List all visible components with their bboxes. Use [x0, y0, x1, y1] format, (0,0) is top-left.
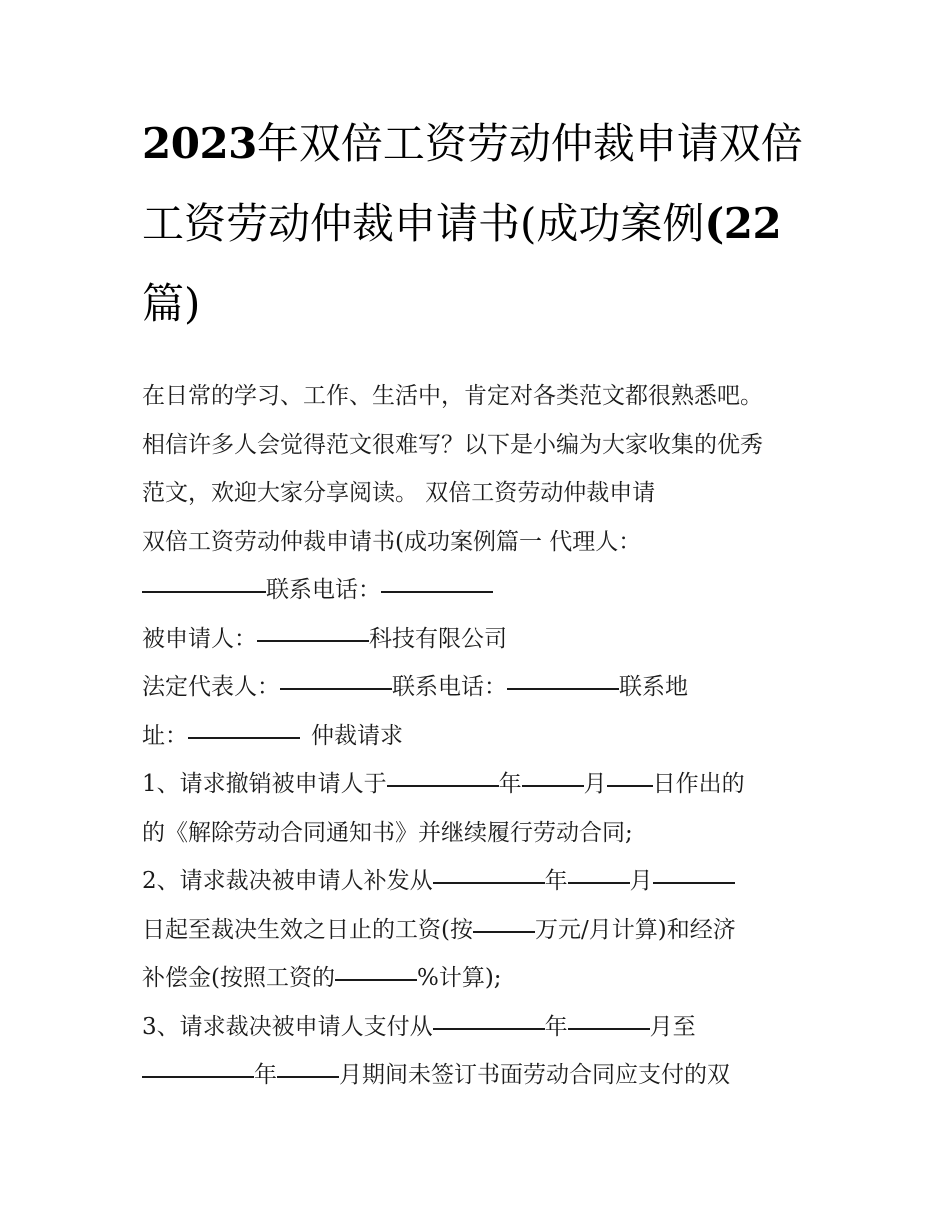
respondent-suffix: 科技有限公司 — [369, 625, 507, 652]
respondent-line — [142, 615, 814, 664]
claim-3-year-unit: 年 — [544, 1013, 568, 1040]
claim-2-number: 2、 — [142, 868, 180, 894]
respondent-label: 被申请人： — [142, 625, 257, 652]
claim-1-day-unit: 日作出的 — [652, 771, 745, 797]
legal-rep-label: 法定代表人： — [142, 674, 280, 700]
claim-1-year-blank — [387, 768, 499, 787]
claim-2-line-2 — [142, 906, 814, 955]
legal-rep-phone-label: 联系电话： — [392, 674, 507, 700]
agent-phone-blank — [381, 574, 493, 593]
agent-name-blank — [142, 574, 266, 593]
claim-2-line3-pre: 补偿金(按照工资的 — [142, 965, 335, 991]
agent-phone-label: 联系电话： — [266, 577, 381, 603]
legal-rep-phone-blank — [507, 671, 619, 690]
agent-phone-line — [142, 566, 814, 615]
claim-1-text: 请求撤销被申请人于 — [179, 771, 387, 797]
claim-3-text: 请求裁决被申请人支付从 — [179, 1013, 433, 1040]
legal-rep-line — [142, 663, 814, 712]
page-title — [142, 104, 814, 344]
claim-2-line2-pre: 日起至裁决生效之日止的工资(按 — [142, 916, 473, 943]
claim-3-month-unit: 月至 — [649, 1013, 696, 1040]
claim-3-line2-rest: 月期间未签订书面劳动合同应支付的双 — [339, 1062, 730, 1088]
claim-1-day-blank — [607, 768, 653, 787]
claim-2-line3-post: %计算); — [416, 965, 502, 991]
title-year: 2023 — [142, 119, 257, 168]
claim-3-end-month-blank — [277, 1059, 339, 1078]
title-count: (22 — [704, 199, 782, 248]
intro-line-3: 范文，欢迎大家分享阅读。 双倍工资劳动仲裁申请 — [142, 480, 656, 506]
claim-2-year-blank — [433, 865, 545, 884]
claim-2-text: 请求裁决被申请人补发从 — [179, 868, 433, 894]
address-label-part1: 联系地 — [619, 674, 688, 700]
claim-3-line-1 — [142, 1003, 814, 1052]
claim-1-number: 1、 — [142, 771, 180, 797]
arbitration-request-heading: 仲裁请求 — [311, 722, 403, 749]
legal-rep-blank — [280, 671, 392, 690]
claim-2-month-blank — [568, 865, 630, 884]
intro-line-1: 在日常的学习、工作、生活中，肯定对各类范文都很熟悉吧。 — [142, 383, 763, 409]
claim-2-year-unit: 年 — [544, 868, 568, 894]
claim-3-end-year-unit: 年 — [254, 1062, 277, 1088]
claim-1-line-1 — [142, 760, 814, 809]
intro-line-2: 相信许多人会觉得范文很难写？以下是小编为大家收集的优秀 — [142, 431, 763, 458]
applicant-agent-line: 双倍工资劳动仲裁申请书(成功案例篇一 代理人： — [142, 528, 642, 555]
claim-1-month-unit: 月 — [583, 771, 607, 797]
claim-3-month-blank — [568, 1011, 650, 1030]
document-body — [142, 372, 814, 1100]
claim-3-number: 3、 — [142, 1013, 180, 1040]
claim-2-line-1 — [142, 857, 814, 906]
title-line1-rest: 年双倍工资劳动仲裁申请 — [256, 119, 719, 168]
claim-3-end-year-blank — [142, 1059, 254, 1078]
address-label-part2: 址： — [142, 722, 188, 749]
claim-1-year-unit: 年 — [498, 771, 522, 797]
claim-2-salary-blank — [473, 914, 535, 933]
title-line3-post: 篇) — [142, 279, 201, 328]
title-line2: 双倍工资劳动仲裁申请书(成功 — [142, 119, 803, 248]
claim-2-line-3 — [142, 954, 814, 1003]
title-line3-pre: 案例 — [620, 199, 705, 248]
respondent-blank — [257, 623, 369, 642]
claim-3-year-blank — [433, 1011, 545, 1030]
claim-2-percent-blank — [335, 962, 417, 981]
address-line — [142, 712, 814, 761]
claim-2-month-unit: 月 — [629, 868, 653, 894]
claim-1-month-blank — [522, 768, 584, 787]
document-content — [142, 104, 814, 1100]
claim-1-line-2: 的《解除劳动合同通知书》并继续履行劳动合同; — [142, 819, 633, 846]
claim-2-day-blank — [653, 865, 735, 884]
claim-3-line-2 — [142, 1051, 814, 1100]
address-blank — [188, 720, 300, 739]
claim-2-line2-mid: 万元/月计算)和经济 — [534, 916, 736, 943]
